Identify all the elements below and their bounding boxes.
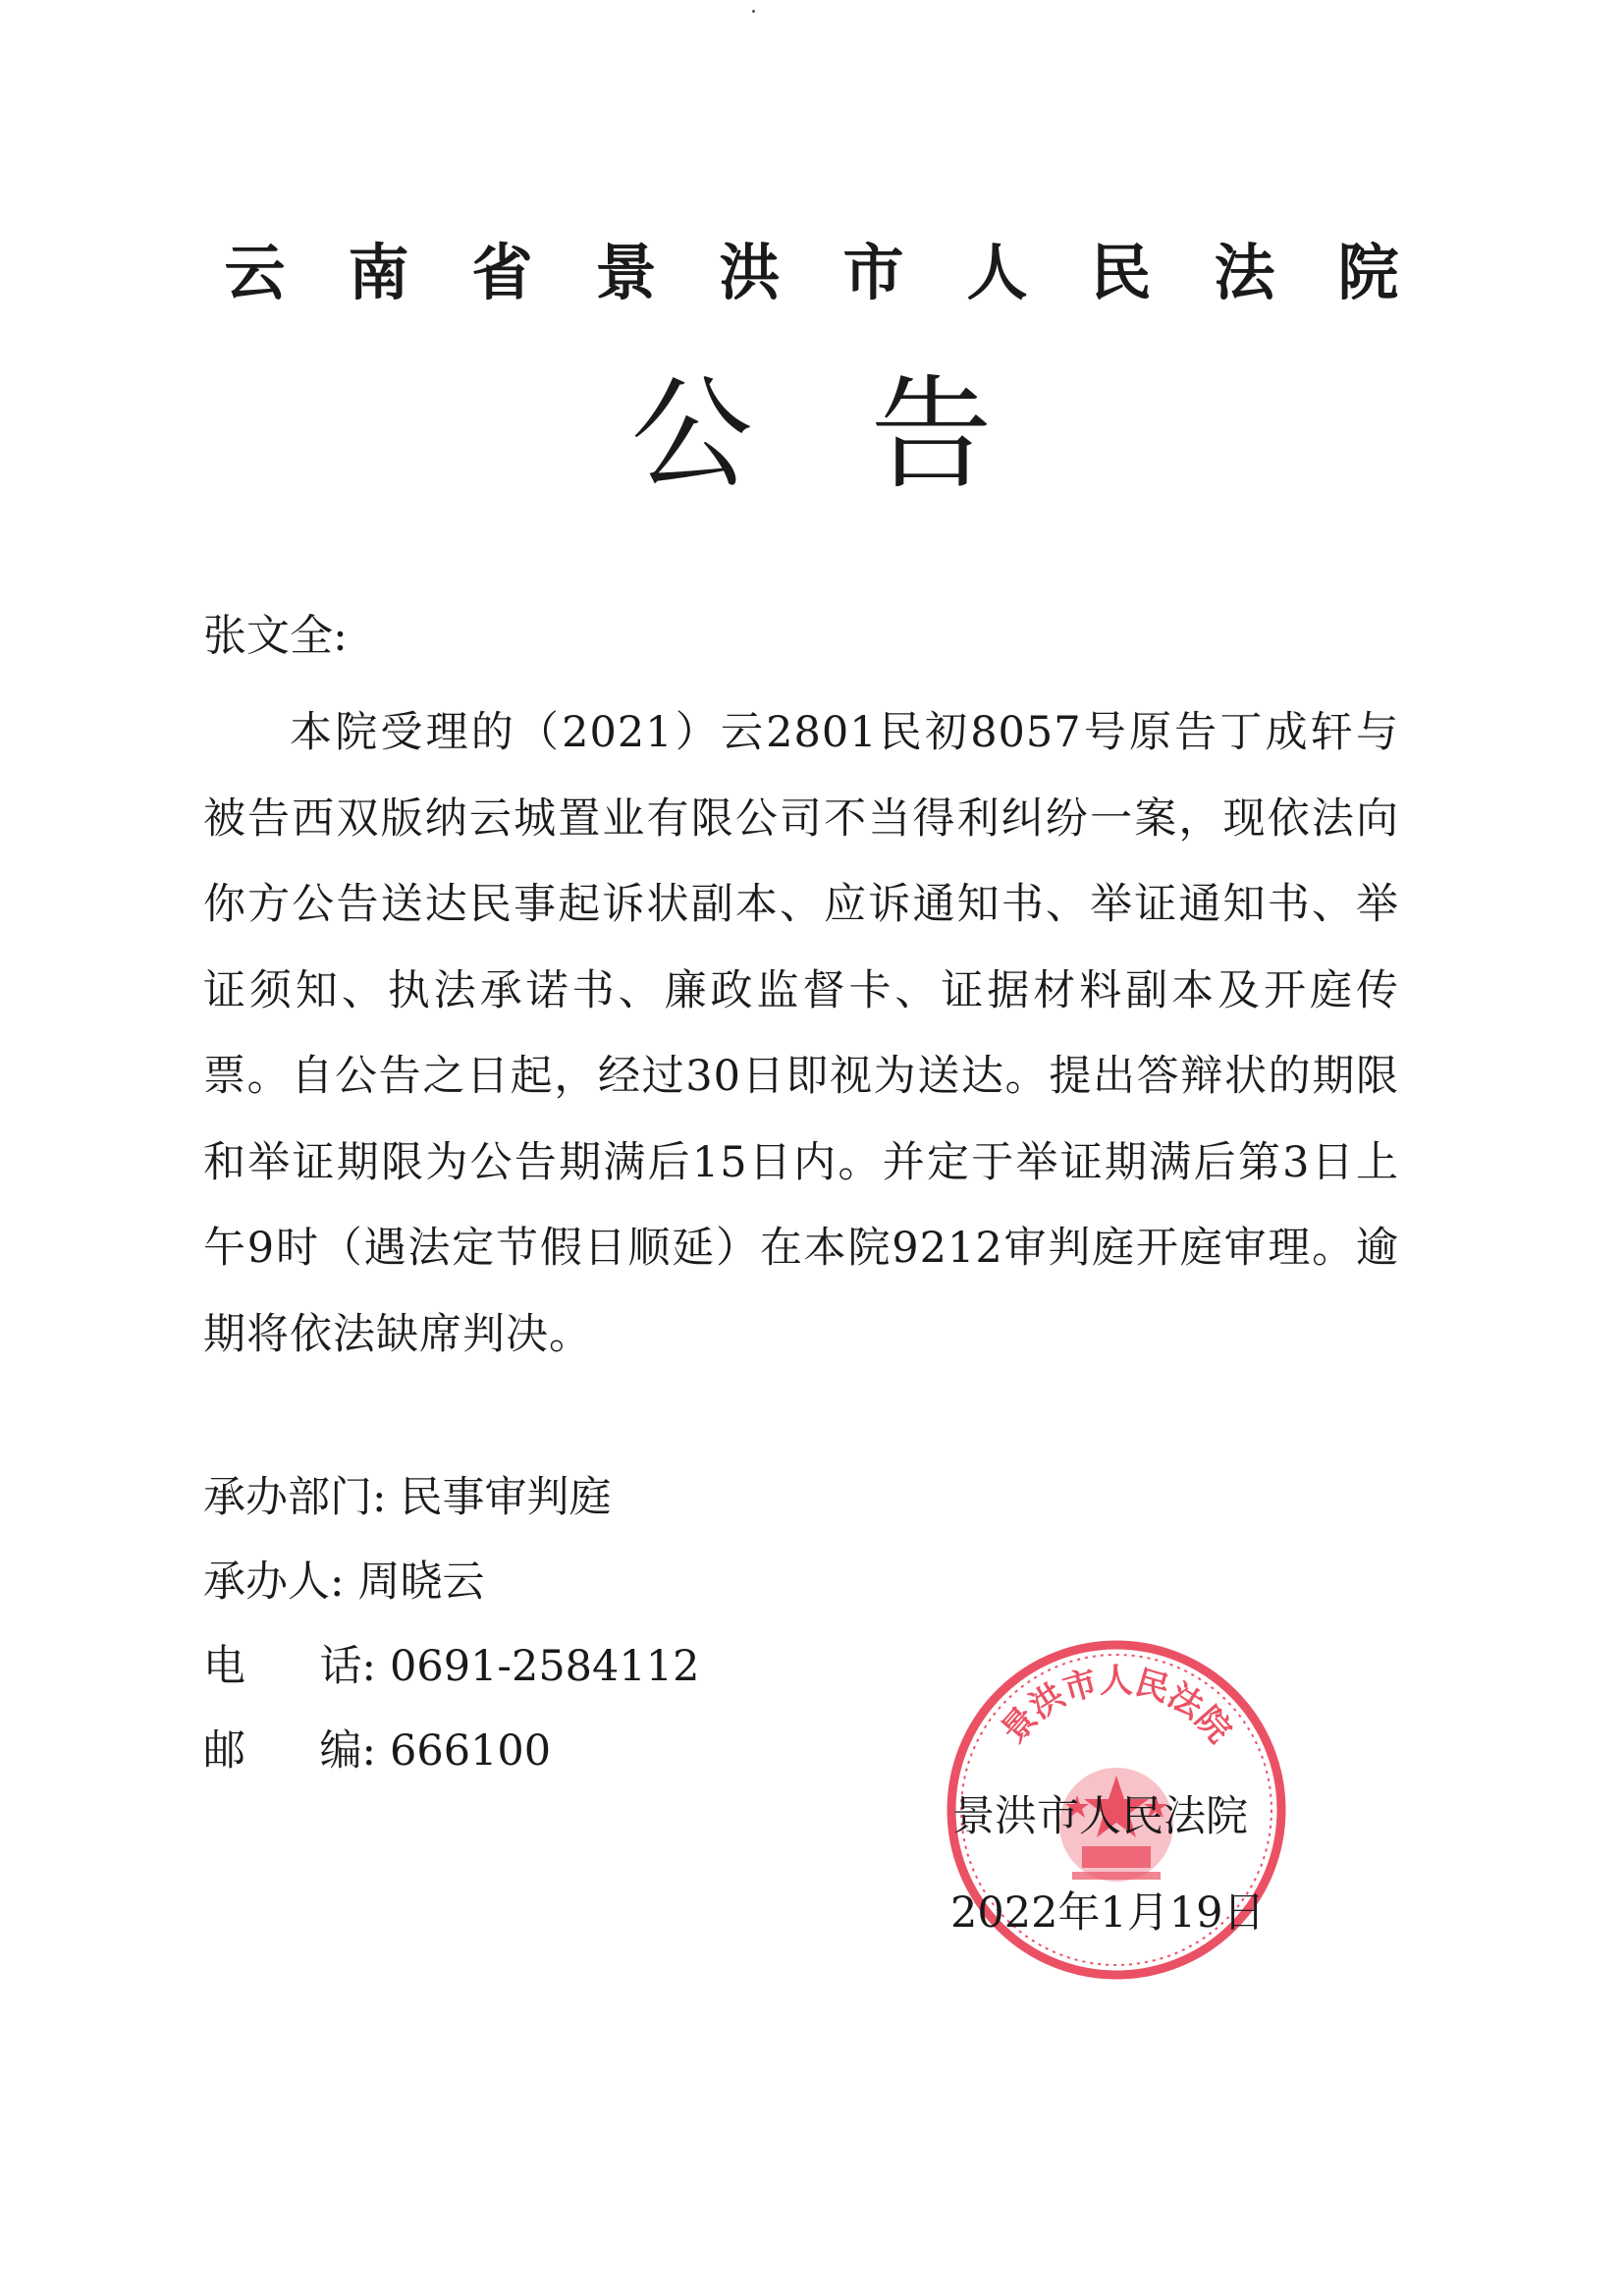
- handler-label: 承办人:: [203, 1558, 345, 1607]
- postcode-label-char: 邮: [203, 1726, 245, 1776]
- handler-row: [203, 1540, 699, 1624]
- phone-value: 0691-2584112: [390, 1642, 700, 1691]
- contact-info: [203, 1455, 699, 1793]
- notice-body: 本院受理的（2021）云2801民初8057号原告丁成轩与被告西双版纳云城置业有限公司不当得利纠纷一案，现依法向你方公告送达民事起诉状副本、应诉通知书、举证通知书、举证须知、执法承诺书、廉政监督卡、证据材料副本及开庭传票。自公告之日起，经过30日即视为送达。提出答辩状的期限和举证期限为公告期满后15日内。并定于举证期满后第3日上午9时（遇法定节假日顺延）在本院9212审判庭开庭审理。逾期将依法缺席判决。: [203, 708, 1399, 1359]
- phone-label-rest: 话:: [319, 1642, 376, 1691]
- document-title: 公告: [630, 364, 1110, 506]
- court-name: 云南省景洪市人民法院: [224, 237, 1462, 308]
- department-label: 承办部门:: [203, 1473, 387, 1522]
- postcode-row: [203, 1709, 699, 1793]
- handler-value: 周晓云: [357, 1558, 485, 1607]
- phone-label-char: 电: [203, 1642, 245, 1691]
- seal-text: 景洪市人民法院: [994, 1662, 1239, 1751]
- postcode-label-rest: 编:: [319, 1726, 376, 1776]
- phone-row: [203, 1624, 699, 1709]
- addressee: 张文全:: [203, 611, 348, 661]
- phone-label: [203, 1624, 376, 1709]
- department-row: [203, 1455, 699, 1540]
- postcode-label: [203, 1709, 376, 1793]
- signing-date: 2022年1月19日: [950, 1888, 1266, 1938]
- scan-speck: [752, 10, 755, 13]
- department-value: 民事审判庭: [400, 1473, 612, 1522]
- postcode-value: 666100: [390, 1726, 552, 1776]
- signing-court: 景洪市人民法院: [952, 1792, 1248, 1841]
